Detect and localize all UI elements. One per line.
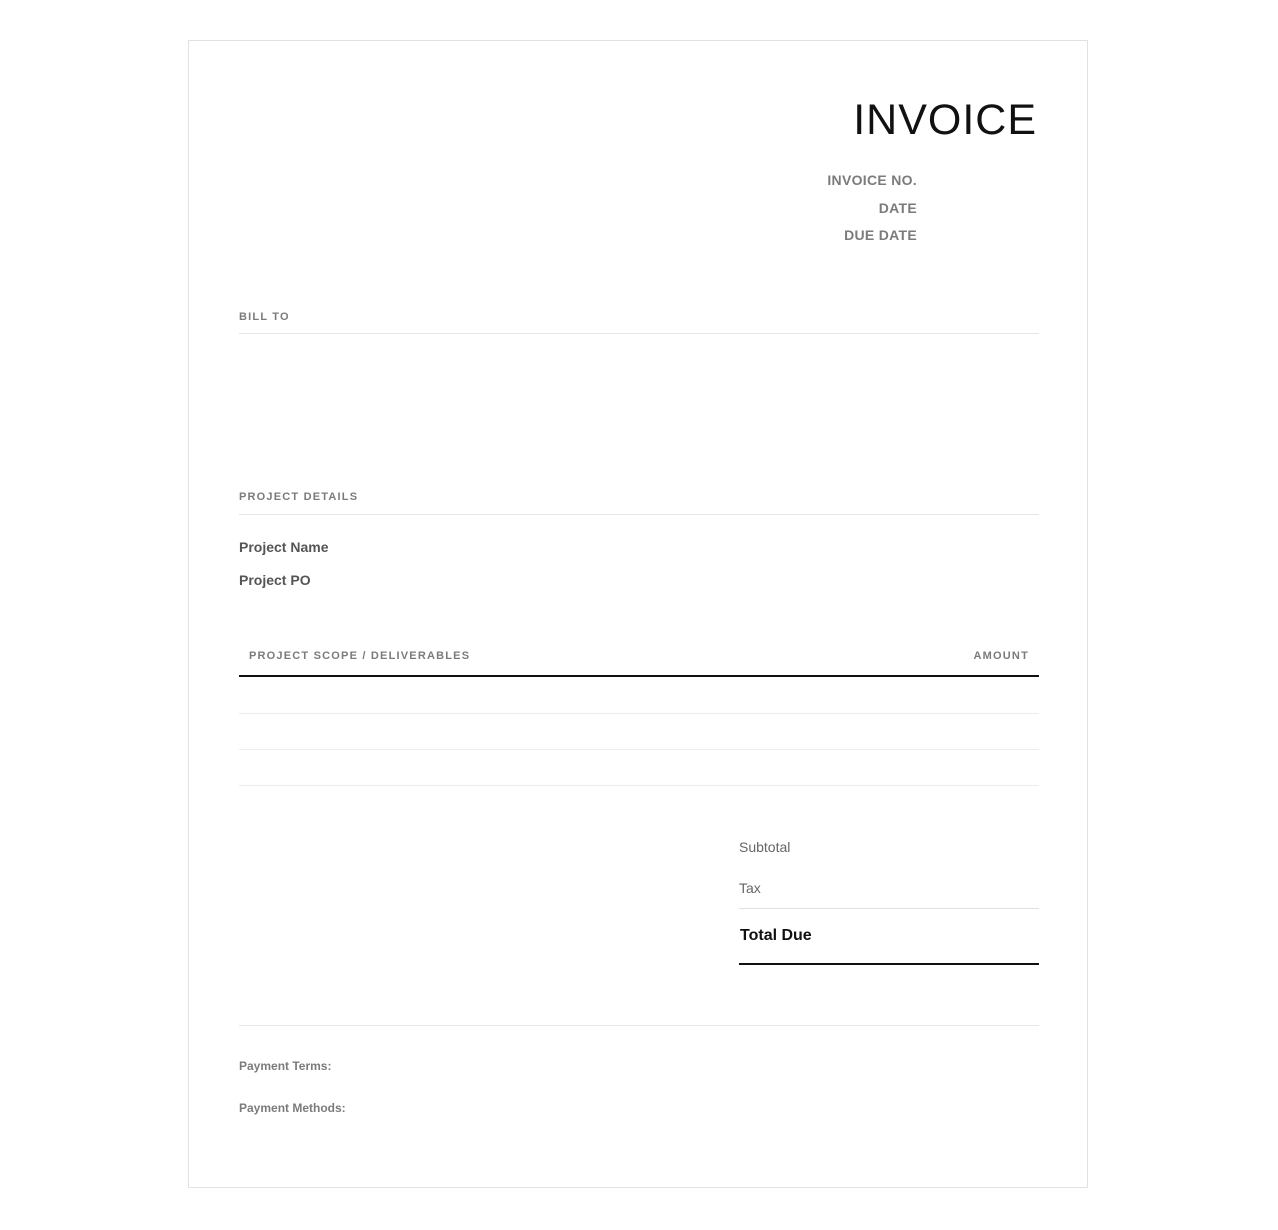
bill-to-divider <box>239 333 1039 334</box>
total-due-label: Total Due <box>740 927 812 944</box>
table-row <box>239 749 1039 750</box>
invoice-number-label: INVOICE NO. <box>827 172 917 188</box>
line-items-header <box>239 641 1039 677</box>
payment-terms-label: Payment Terms: <box>239 1059 332 1073</box>
project-details-divider <box>239 514 1039 515</box>
invoice-title: INVOICE <box>853 96 1037 144</box>
bill-to-label: BILL TO <box>239 311 290 323</box>
invoice-page <box>188 40 1088 1188</box>
tax-label: Tax <box>739 880 761 896</box>
subtotal-label: Subtotal <box>739 839 791 855</box>
table-row <box>239 713 1039 714</box>
table-row <box>239 785 1039 786</box>
scope-column-header: PROJECT SCOPE / DELIVERABLES <box>249 650 471 662</box>
project-po-label: Project PO <box>239 572 311 588</box>
footer-divider <box>239 1025 1039 1026</box>
payment-methods-label: Payment Methods: <box>239 1101 346 1115</box>
total-divider <box>739 963 1039 965</box>
project-name-label: Project Name <box>239 539 329 555</box>
project-details-label: PROJECT DETAILS <box>239 491 359 503</box>
date-label: DATE <box>878 200 917 216</box>
due-date-label: DUE DATE <box>844 227 917 243</box>
summary-divider <box>739 908 1039 909</box>
amount-column-header: AMOUNT <box>973 650 1029 662</box>
